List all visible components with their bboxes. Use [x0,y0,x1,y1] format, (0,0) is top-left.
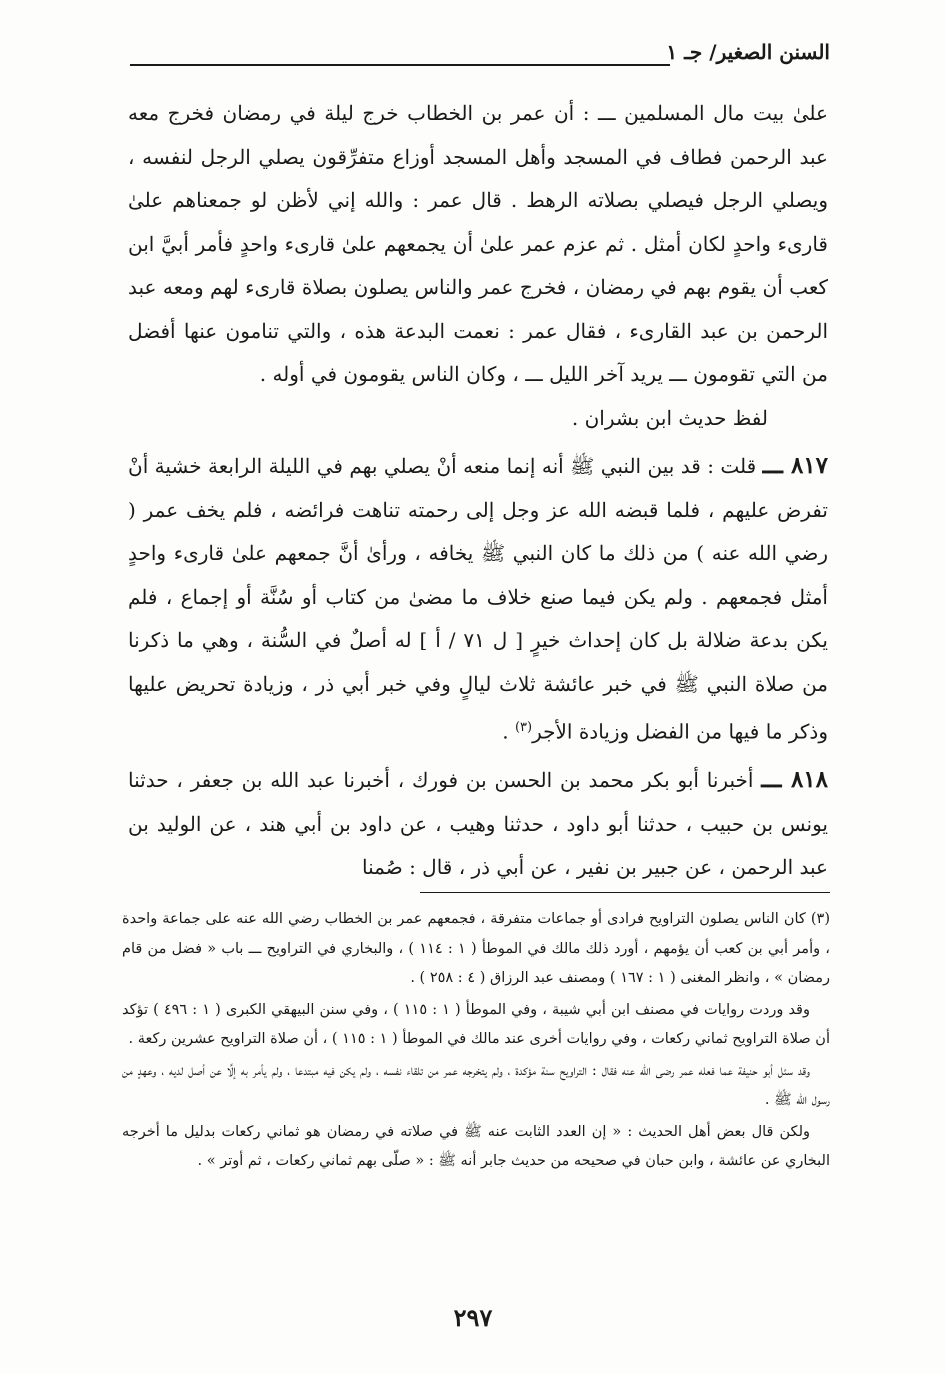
footnote-3-para-3: وقد سئل أبو حنيفة عما فعله عمر رضى الله عنه فقال : التراويح سنة مؤكدة ، ولم يتخرجه عمر من تلقاء نفسه ، ولم يكن فيه مبتدعا ، ولم يأمر به إلَّا عن أصل لديه ، وعهدٍ من رسول الله ﷺ . [122,1062,830,1108]
paragraph-hadith-continuation: علىٰ بيت مال المسلمين ـــ : أن عمر بن الخطاب خرج ليلة في رمضان فخرج معه عبد الرحمن فطاف في المسجد وأهل المسجد أوزاع متفرِّقون يصلي الرجل لنفسه ، ويصلي الرجل فيصلي بصلاته الرهط . قال عمر : والله إني لأظن لو جمعناهم علىٰ قارىء واحدٍ لكان أمثل . ثم عزم عمر علىٰ أن يجمعهم علىٰ قارىء واحدٍ فأمر أبيَّ ابن كعب أن يقوم بهم في رمضان ، فخرج عمر والناس يصلون بصلاة قارىء لهم ومعه عبد الرحمن بن عبد القارىء ، فقال عمر : نعمت البدعة هذه ، والتي تنامون عنها أفضل من التي تقومون ـــ يريد آخر الليل ـــ ، وكان الناس يقومون في أوله . [128,101,828,386]
footnote-3-para-2: وقد وردت روايات في مصنف ابن أبي شيبة ، وفي الموطأ ( ١ : ١١٥ ) ، وفي سنن البيهقي الكبرى ( ١ : ٤٩٦ ) تؤكد أن صلاة التراويح ثماني ركعات ، وفي روايات أخرى عند مالك في الموطأ ( ١ : ١١٥ ) ، أن صلاة التراويح عشرين ركعة . [122,1001,830,1047]
running-header [130,34,830,68]
footnote-3: (٣) كان الناس يصلون التراويح فرادى أو جماعات متفرقة ، فجمعهم عمر بن الخطاب رضي الله عنه على جماعة واحدة ، وأمر أبي بن كعب أن يؤمهم ، أورد ذلك مالك في الموطأ ( ١ : ١١٤ ) ، والبخاري في التراويح ـــ باب « فضل من قام رمضان » ، وانظر المغنى ( ١ : ١٦٧ ) ومصنف عبد الرزاق ( ٤ : ٢٥٨ ) . [122,911,830,986]
footnote-3-para-4: ولكن قال بعض أهل الحديث : « إن العدد الثابت عنه ﷺ في صلاته في رمضان هو ثماني ركعات بدليل ما أخرجه البخاري عن عائشة ، وابن حبان في صحيحه من حديث جابر أنه ﷺ : « صلّى بهم ثماني ركعات ، ثم أوتر » . [122,1123,830,1169]
paragraph-818-text: أخبرنا أبو بكر محمد بن الحسن بن فورك ، أخبرنا عبد الله بن جعفر ، حدثنا يونس بن حبيب ، حدثنا أبو داود ، حدثنا وهيب ، عن داود بن أبي هند ، عن الوليد بن عبد الرحمن ، عن جبير بن نفير ، عن أبي ذر ، قال : صُمنا [128,768,828,880]
hadith-number-817: ٨١٧ ـــ [762,452,829,479]
footnotes [122,905,830,1179]
hadith-number-818: ٨١٨ ـــ [761,766,829,794]
footnote-rule [420,892,830,893]
paragraph-817 [128,444,828,754]
header-title: السنن الصغير/ جـ ١ [666,40,830,64]
footnote-ref-3[interactable]: (٣) [514,720,533,735]
paragraph-817-end: . [502,719,515,744]
paragraph-lafdh-note: لفظ حديث ابن بشران . [571,405,768,430]
page-number: ٢٩٧ [453,1303,493,1332]
main-text [128,92,828,890]
header-rule [130,64,670,66]
paragraph-818 [128,758,828,890]
paragraph-817-text: قلت : قد بين النبي ﷺ أنه إنما منعه أنْ يصلي بهم في الليلة الرابعة خشية أنْ تفرض عليهم ، فلما قبضه الله عز وجل إلى رحمته تناهت فرائضه ، فلم يخف عمر ( رضي الله عنه ) من ذلك ما كان النبي ﷺ يخافه ، ورأىٰ أنَّ جمعهم علىٰ قارىء واحدٍ أمثل فجمعهم . ولم يكن فيما صنع خلاف ما مضىٰ من كتاب أو سُنَّة أو إجماع ، فلم يكن بدعة ضلالة بل كان إحداث خيرٍ [ ل ٧١ / أ ] له أصلٌ في السُّنة ، وهي ما ذكرنا من صلاة النبي ﷺ في خبر عائشة ثلاث ليالٍ وفي خبر أبي ذر ، وزيادة تحريض عليها وذكر ما فيها من الفضل وزيادة الأجر [128,454,828,744]
